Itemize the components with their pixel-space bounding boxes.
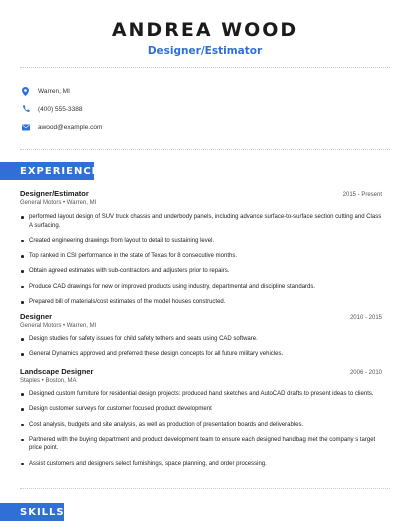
job-company-line: General Motors • Warren, MI — [20, 323, 97, 329]
job-title: Designer — [20, 312, 53, 321]
job-title: Landscape Designer — [20, 367, 94, 376]
job-bullet: Obtain agreed estimates with sub-contractors and adjusters prior to repairs. — [20, 267, 382, 276]
contact-email-text[interactable]: awood@example.com — [38, 123, 103, 131]
contact-email — [22, 118, 102, 136]
job-entry — [20, 312, 382, 366]
experience-section-heading: EXPERIENCE — [0, 162, 94, 180]
job-bullets — [20, 390, 382, 468]
job-bullet: General Dynamics approved and preferred these design concepts for all future military vehicles. — [20, 350, 382, 359]
contact-location — [22, 82, 102, 100]
candidate-role: Designer/Estimator — [147, 45, 263, 57]
contact-phone-text: (400) 555-3388 — [38, 105, 83, 113]
job-dates: 2006 - 2010 — [349, 370, 382, 376]
job-entry — [20, 367, 382, 475]
phone-icon — [22, 105, 38, 113]
job-bullets — [20, 335, 382, 359]
location-pin-icon — [22, 87, 38, 96]
job-bullet: performed layout design of SUV truck chassis and underbody panels, including advance surface-to-surface section cutting and Class A surfacing. — [20, 213, 382, 230]
job-bullet: Designed custom furniture for residential design projects: produced hand sketches and AutoCAD drafts to present ideas to clients. — [20, 390, 382, 399]
job-bullet: Design studies for safety issues for child safety tethers and seats using CAD software. — [20, 335, 382, 344]
job-entry — [20, 189, 382, 313]
candidate-name: ANDREA WOOD — [111, 19, 299, 41]
job-bullet: Cost analysis, budgets and site analysis, as well as production of presentation boards and deliverables. — [20, 421, 382, 430]
job-location: Warren, MI — [66, 200, 97, 206]
job-company: General Motors — [20, 200, 62, 206]
email-icon — [22, 124, 38, 131]
job-location: Boston, MA — [45, 378, 77, 384]
job-bullet: Produce CAD drawings for new or improved products using industry, departmental and discipline standards. — [20, 283, 382, 292]
resume-header — [0, 0, 410, 57]
header-divider — [20, 67, 390, 68]
job-company-line: General Motors • Warren, MI — [20, 200, 97, 206]
job-title: Designer/Estimator — [20, 189, 89, 198]
skills-section-heading: SKILLS — [0, 503, 64, 521]
contact-divider — [20, 149, 390, 150]
contact-phone — [22, 100, 102, 118]
experience-divider — [20, 488, 390, 489]
job-bullet: Assist customers and designers select furnishings, space planning, and order processing. — [20, 460, 382, 469]
job-bullet: Partnered with the buying department and product development team to ensure each designed handbag met the company s target price point. — [20, 436, 382, 453]
job-bullet: Design customer surveys for customer focused product development — [20, 405, 382, 414]
contact-location-text: Warren, MI — [38, 87, 70, 95]
job-company-line: Staples • Boston, MA — [20, 378, 77, 384]
job-company: General Motors — [20, 323, 62, 329]
job-bullet: Prepared bill of materials/cost estimates of the model houses constructed. — [20, 298, 382, 307]
contact-block — [22, 82, 102, 136]
job-bullets — [20, 213, 382, 307]
job-location: Warren, MI — [66, 323, 97, 329]
job-dates: 2015 - Present — [342, 192, 382, 198]
job-company: Staples — [20, 378, 41, 384]
job-bullet: Top ranked in CSI performance in the state of Texas for 8 consecutive months. — [20, 252, 382, 261]
job-bullet: Created engineering drawings from layout to detail to sustaining level. — [20, 237, 382, 246]
job-dates: 2010 - 2015 — [349, 315, 382, 321]
